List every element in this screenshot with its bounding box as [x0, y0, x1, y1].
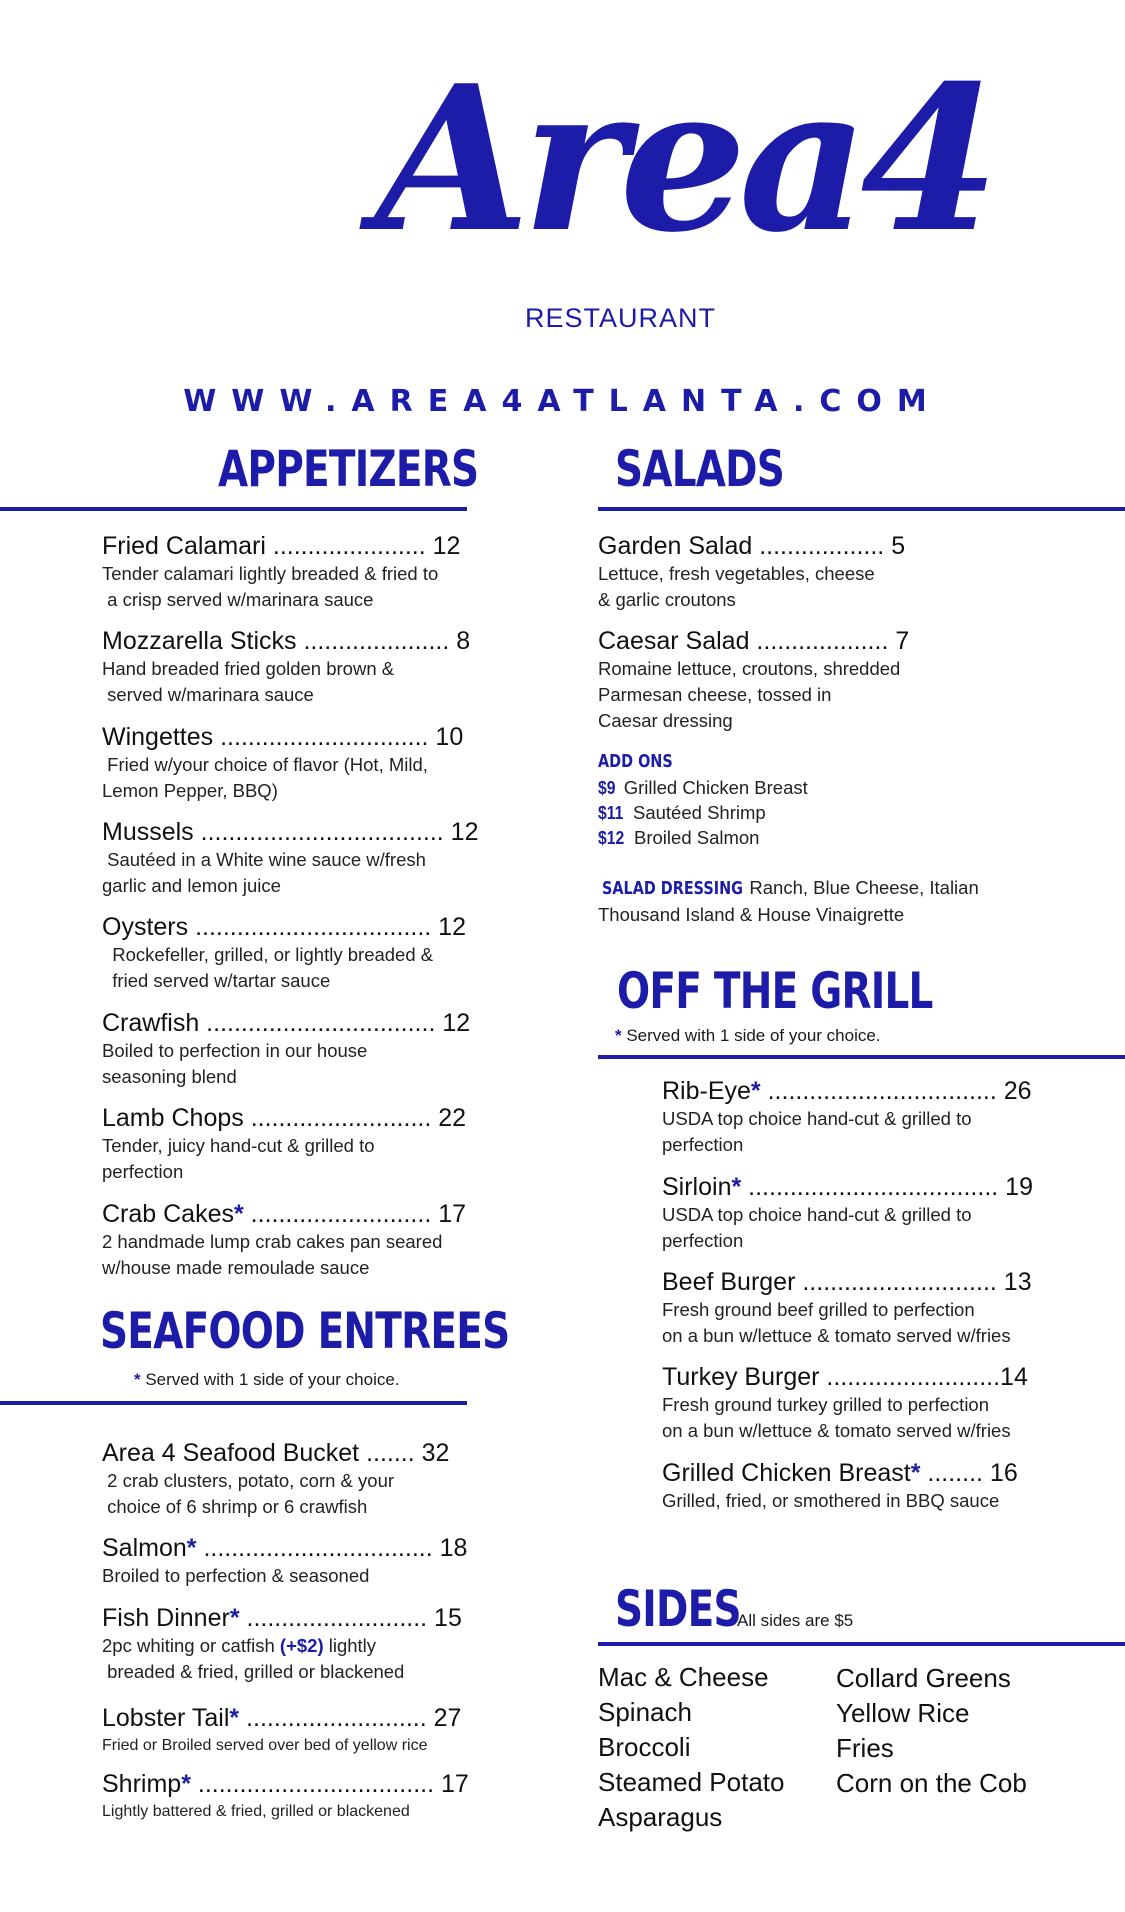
salads-heading: SALADS	[615, 440, 785, 498]
menu-item-name	[662, 1077, 1032, 1106]
menu-item	[102, 1104, 466, 1185]
menu-item	[102, 1604, 462, 1685]
menu-item	[102, 913, 466, 994]
menu-item-name: Wingettes .............................. 10	[102, 723, 464, 751]
grill-note	[615, 1026, 881, 1046]
menu-item-name: Fried Calamari ...................... 12	[102, 532, 461, 560]
asterisk-icon: *	[229, 1604, 240, 1632]
menu-item-description: Romaine lettuce, croutons, shredded Parmesan cheese, tossed in Caesar dressing	[598, 658, 901, 731]
menu-item	[102, 1009, 470, 1090]
side-item: Fries	[836, 1733, 894, 1763]
menu-item-name: Beef Burger ............................ 13	[662, 1268, 1032, 1296]
upcharge-label: (+$2)	[279, 1635, 324, 1656]
side-item: Yellow Rice	[836, 1698, 970, 1728]
menu-item-price: .................................... 19	[741, 1173, 1033, 1201]
side-item: Spinach	[598, 1697, 692, 1727]
menu-item-description	[102, 1633, 462, 1685]
addon-item	[598, 827, 759, 849]
seafood-heading: SEAFOOD ENTREES	[100, 1302, 510, 1360]
menu-item-title: Fish Dinner	[102, 1604, 230, 1632]
menu-item	[662, 1173, 1033, 1254]
sides-column-1	[598, 1660, 784, 1835]
asterisk-icon: *	[234, 1200, 244, 1228]
menu-item-name	[102, 1534, 467, 1563]
menu-item-name: Area 4 Seafood Bucket ....... 32	[102, 1439, 450, 1467]
menu-item	[102, 1704, 461, 1759]
menu-item-description: Fried or Broiled served over bed of yellow rice	[102, 1737, 428, 1754]
side-item: Asparagus	[598, 1802, 723, 1832]
addons-heading: ADD ONS	[598, 751, 673, 772]
menu-item-price: .......................... 15	[239, 1604, 462, 1632]
salad-dressing-line2: Thousand Island & House Vinaigrette	[598, 904, 905, 925]
menu-item-description: Tender calamari lightly breaded & fried to a crisp served w/marinara sauce	[102, 563, 439, 610]
menu-item-description: USDA top choice hand-cut & grilled to perfection	[662, 1204, 972, 1251]
menu-item-name	[102, 1200, 466, 1229]
asterisk-icon: *	[181, 1770, 191, 1798]
menu-item-description: Hand breaded fried golden brown & served w/marinara sauce	[102, 658, 395, 705]
grill-heading: OFF THE GRILL	[617, 962, 933, 1020]
menu-item-description: Lettuce, fresh vegetables, cheese & garlic croutons	[598, 563, 875, 610]
menu-item-price: .......................... 17	[243, 1200, 467, 1228]
addon-label: Sautéed Shrimp	[627, 802, 766, 823]
menu-item-name: Caesar Salad ................... 7	[598, 627, 910, 655]
addon-label: Grilled Chicken Breast	[618, 777, 808, 798]
logo-subtitle: RESTAURANT	[525, 303, 717, 333]
menu-item-title: Salmon	[102, 1534, 187, 1562]
menu-item-name: Oysters .................................. 12	[102, 913, 466, 941]
menu-item-name: Garden Salad .................. 5	[598, 532, 906, 560]
side-item: Corn on the Cob	[836, 1768, 1027, 1798]
menu-item-name	[662, 1459, 1018, 1488]
menu-item	[662, 1077, 1032, 1158]
menu-item	[102, 723, 463, 804]
menu-item	[662, 1268, 1032, 1349]
menu-item-description: Lightly battered & fried, grilled or blackened	[102, 1803, 410, 1820]
sides-note: All sides are $5	[737, 1611, 854, 1630]
addon-price: $12	[598, 827, 625, 848]
menu-item-name	[102, 1704, 461, 1733]
menu-item-description: 2 crab clusters, potato, corn & your choice of 6 shrimp or 6 crawfish	[107, 1470, 395, 1517]
logo-wordmark: Area4	[375, 42, 992, 277]
sides-column-2	[836, 1661, 1027, 1801]
addon-label: Broiled Salmon	[628, 827, 760, 848]
menu-item	[598, 532, 905, 613]
salad-dressing-options: Ranch, Blue Cheese, Italian	[744, 877, 979, 898]
menu-item-description: Fresh ground beef grilled to perfection on a bun w/lettuce & tomato served w/fries	[662, 1299, 1011, 1346]
asterisk-icon: *	[186, 1534, 197, 1562]
addon-item	[598, 802, 766, 824]
menu-item	[662, 1363, 1028, 1444]
menu-item-description: Tender, juicy hand-cut & grilled to perfection	[102, 1135, 375, 1182]
asterisk-icon: *	[731, 1173, 742, 1201]
sides-rule	[598, 1642, 1125, 1646]
addon-price: $9	[598, 777, 616, 798]
menu-item-description: Grilled, fried, or smothered in BBQ sauce	[662, 1490, 1000, 1511]
menu-item-description: Sautéed in a White wine sauce w/fresh garlic and lemon juice	[102, 849, 426, 896]
menu-item-price: ........ 16	[920, 1459, 1018, 1487]
menu-item-title: Shrimp	[102, 1770, 182, 1798]
asterisk-icon: *	[229, 1704, 240, 1732]
menu-item-description: Broiled to perfection & seasoned	[102, 1565, 370, 1586]
menu-item	[102, 1534, 467, 1589]
menu-item-title: Crab Cakes	[102, 1200, 234, 1228]
website-url[interactable]: WWW.AREA4ATLANTA.COM	[183, 384, 942, 419]
menu-item-description: Fried w/your choice of flavor (Hot, Mild, Lemon Pepper, BBQ)	[102, 754, 428, 801]
seafood-note	[134, 1370, 400, 1390]
asterisk-icon: *	[750, 1077, 761, 1105]
menu-item-price: .......................... 27	[239, 1704, 462, 1732]
menu-item	[598, 627, 909, 734]
menu-item-name: Mussels ................................... 12	[102, 818, 479, 846]
menu-item	[102, 1770, 469, 1825]
menu-item	[662, 1459, 1018, 1514]
menu-item-name	[102, 1604, 462, 1633]
grill-rule	[598, 1055, 1125, 1059]
menu-item-title: Grilled Chicken Breast	[662, 1459, 911, 1487]
salads-rule	[598, 507, 1125, 511]
side-item: Collard Greens	[836, 1663, 1011, 1693]
sides-heading: SIDES	[615, 1580, 741, 1638]
menu-item-description: 2 handmade lump crab cakes pan seared w/house made remoulade sauce	[102, 1231, 443, 1278]
menu-item	[102, 1439, 449, 1520]
restaurant-logo	[320, 42, 992, 350]
menu-item-name: Turkey Burger .........................14	[662, 1363, 1028, 1391]
menu-item-description: Boiled to perfection in our house seasoning blend	[102, 1040, 368, 1087]
menu-item-name: Lamb Chops .......................... 22	[102, 1104, 467, 1132]
menu-item-price: .................................. 17	[190, 1770, 469, 1798]
menu-item-description: Fresh ground turkey grilled to perfection on a bun w/lettuce & tomato served w/fries	[662, 1394, 1011, 1441]
grill-note-star: *	[615, 1026, 622, 1045]
seafood-note-star: *	[134, 1370, 141, 1389]
menu-item-name: Crawfish ................................. 12	[102, 1009, 471, 1037]
appetizers-rule	[0, 507, 467, 511]
menu-item	[102, 627, 470, 708]
menu-item-description: USDA top choice hand-cut & grilled to perfection	[662, 1108, 972, 1155]
menu-item-title: Sirloin	[662, 1173, 732, 1201]
menu-item	[102, 532, 460, 613]
menu-item-description: Rockefeller, grilled, or lightly breaded & fried served w/tartar sauce	[112, 944, 434, 991]
salad-dressing-title: SALAD DRESSING	[602, 878, 744, 899]
menu-item-name	[662, 1173, 1033, 1202]
menu-item-title: Rib-Eye	[662, 1077, 751, 1105]
menu-item-name: Mozzarella Sticks ..................... 8	[102, 627, 471, 655]
side-item: Broccoli	[598, 1732, 691, 1762]
asterisk-icon: *	[910, 1459, 921, 1487]
seafood-note-text: Served with 1 side of your choice.	[140, 1370, 400, 1389]
menu-item-title: Lobster Tail	[102, 1704, 230, 1732]
side-item: Steamed Potato	[598, 1767, 785, 1797]
menu-item-price: ................................. 18	[196, 1534, 468, 1562]
seafood-rule	[0, 1401, 467, 1405]
menu-item	[102, 1200, 466, 1281]
grill-note-text: Served with 1 side of your choice.	[621, 1026, 881, 1045]
menu-item-description-text: lightly breaded & fried, grilled or blackened	[107, 1635, 405, 1682]
appetizers-heading: APPETIZERS	[218, 440, 479, 498]
salad-dressing-line1	[602, 877, 979, 899]
addon-item	[598, 777, 808, 799]
menu-item-name	[102, 1770, 469, 1799]
menu-item	[102, 818, 479, 899]
side-item: Mac & Cheese	[598, 1662, 769, 1692]
menu-item-description-text: 2pc whiting or catfish	[102, 1635, 280, 1656]
menu-item-price: ................................. 26	[760, 1077, 1032, 1105]
addon-price: $11	[598, 802, 624, 823]
